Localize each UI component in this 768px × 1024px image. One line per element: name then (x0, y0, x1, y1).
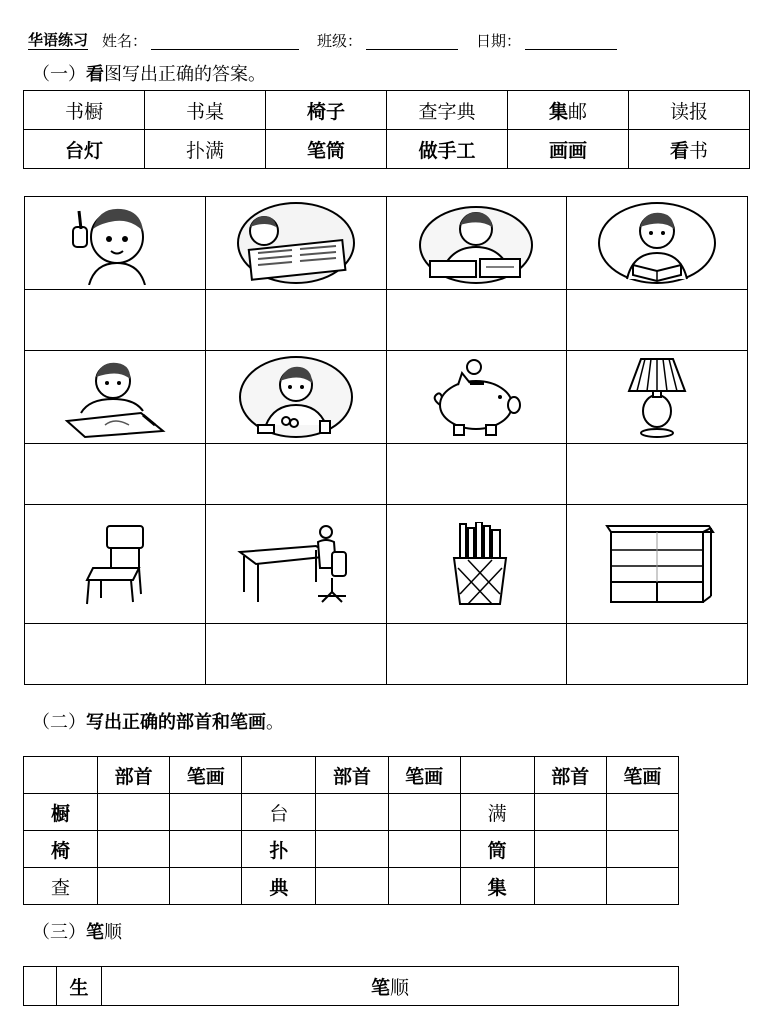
answer-cell[interactable] (170, 868, 242, 905)
column-header: 笔画 (606, 757, 678, 794)
answer-cell[interactable] (316, 868, 388, 905)
answer-cell[interactable] (534, 868, 606, 905)
picture-cell (567, 351, 748, 444)
answer-cell[interactable] (205, 290, 386, 351)
picture-cell (386, 505, 567, 624)
reading-newspaper-icon (236, 201, 356, 285)
picture-cell (205, 351, 386, 444)
answer-cell[interactable] (386, 444, 567, 505)
word-bank-row (24, 130, 750, 169)
name-label: 姓名： (102, 32, 148, 50)
picture-row (25, 351, 748, 444)
answer-cell[interactable] (567, 624, 748, 685)
answer-cell[interactable] (98, 794, 170, 831)
answer-cell[interactable] (567, 290, 748, 351)
answer-cell[interactable] (205, 444, 386, 505)
word-cell: 椅子 (266, 91, 387, 130)
boy-holding-pencil-icon (55, 201, 175, 285)
answer-cell[interactable] (534, 831, 606, 868)
word-cell: 书桌 (145, 91, 266, 130)
date-field[interactable] (525, 33, 617, 50)
answer-cell[interactable] (388, 794, 460, 831)
picture-cell (567, 197, 748, 290)
section3-heading: （三）笔顺 (32, 922, 122, 943)
word-bank-row (24, 91, 750, 130)
picture-row (25, 197, 748, 290)
pen-holder-icon (416, 522, 536, 606)
date-label: 日期： (476, 32, 522, 50)
character-cell: 橱 (24, 794, 98, 831)
picture-cell (386, 351, 567, 444)
boy-drawing-icon (55, 355, 175, 439)
column-header: 笔画 (170, 757, 242, 794)
answer-row (25, 624, 748, 685)
answer-cell[interactable] (606, 794, 678, 831)
character-cell: 扑 (242, 831, 316, 868)
picture-grid (24, 196, 748, 685)
blank-cell[interactable] (24, 967, 57, 1006)
worksheet-title: 华语练习 (28, 31, 89, 49)
answer-row (25, 290, 748, 351)
stroke-order-label: 笔顺 (102, 967, 679, 1006)
column-header: 部首 (534, 757, 606, 794)
radical-stroke-table (23, 756, 679, 905)
name-field[interactable] (151, 33, 299, 50)
boy-crafting-icon (236, 355, 356, 439)
stroke-order-table (23, 966, 679, 1006)
answer-cell[interactable] (386, 290, 567, 351)
word-cell: 做手工 (387, 130, 508, 169)
class-field[interactable] (366, 33, 458, 50)
picture-cell (25, 505, 206, 624)
column-header: 部首 (316, 757, 388, 794)
answer-cell[interactable] (25, 290, 206, 351)
word-cell: 扑满 (145, 130, 266, 169)
table-row (24, 868, 679, 905)
boy-reading-book-icon (597, 201, 717, 285)
table-row (24, 794, 679, 831)
answer-cell[interactable] (170, 831, 242, 868)
answer-cell[interactable] (98, 831, 170, 868)
answer-cell[interactable] (388, 868, 460, 905)
answer-cell[interactable] (386, 624, 567, 685)
character-cell: 台 (242, 794, 316, 831)
character-cell: 生 (57, 967, 102, 1006)
section2-heading: （二）写出正确的部首和笔画。 (32, 712, 284, 733)
piggy-bank-icon (416, 355, 536, 439)
answer-cell[interactable] (205, 624, 386, 685)
answer-cell[interactable] (388, 831, 460, 868)
answer-cell[interactable] (567, 444, 748, 505)
table-row (24, 967, 679, 1006)
picture-cell (386, 197, 567, 290)
word-cell: 台灯 (24, 130, 145, 169)
picture-cell (25, 351, 206, 444)
answer-cell[interactable] (534, 794, 606, 831)
character-cell: 集 (460, 868, 534, 905)
picture-cell (205, 197, 386, 290)
word-cell: 书橱 (24, 91, 145, 130)
column-header: 笔画 (388, 757, 460, 794)
answer-cell[interactable] (606, 831, 678, 868)
bookcase-icon (597, 522, 717, 606)
answer-cell[interactable] (606, 868, 678, 905)
word-bank-table (23, 90, 750, 169)
answer-cell[interactable] (316, 831, 388, 868)
answer-row (25, 444, 748, 505)
class-label: 班级： (317, 32, 363, 50)
picture-cell (25, 197, 206, 290)
character-cell: 满 (460, 794, 534, 831)
answer-cell[interactable] (25, 624, 206, 685)
table-lamp-icon (597, 355, 717, 439)
answer-cell[interactable] (170, 794, 242, 831)
desk-icon (236, 522, 356, 606)
picture-cell (567, 505, 748, 624)
picture-row (25, 505, 748, 624)
answer-cell[interactable] (98, 868, 170, 905)
boy-writing-icon (416, 201, 536, 285)
picture-cell (205, 505, 386, 624)
word-cell: 画画 (508, 130, 629, 169)
column-header: 部首 (98, 757, 170, 794)
chair-icon (55, 522, 175, 606)
table-header-row (24, 757, 679, 794)
answer-cell[interactable] (25, 444, 206, 505)
word-cell: 查字典 (387, 91, 508, 130)
section1-heading: （一）看图写出正确的答案。 (32, 64, 266, 85)
character-cell: 椅 (24, 831, 98, 868)
word-cell: 读报 (629, 91, 750, 130)
character-cell: 典 (242, 868, 316, 905)
table-row (24, 831, 679, 868)
word-cell: 笔筒 (266, 130, 387, 169)
word-cell: 看书 (629, 130, 750, 169)
character-cell: 查 (24, 868, 98, 905)
worksheet-header (28, 26, 748, 50)
character-cell: 筒 (460, 831, 534, 868)
answer-cell[interactable] (316, 794, 388, 831)
word-cell: 集邮 (508, 91, 629, 130)
